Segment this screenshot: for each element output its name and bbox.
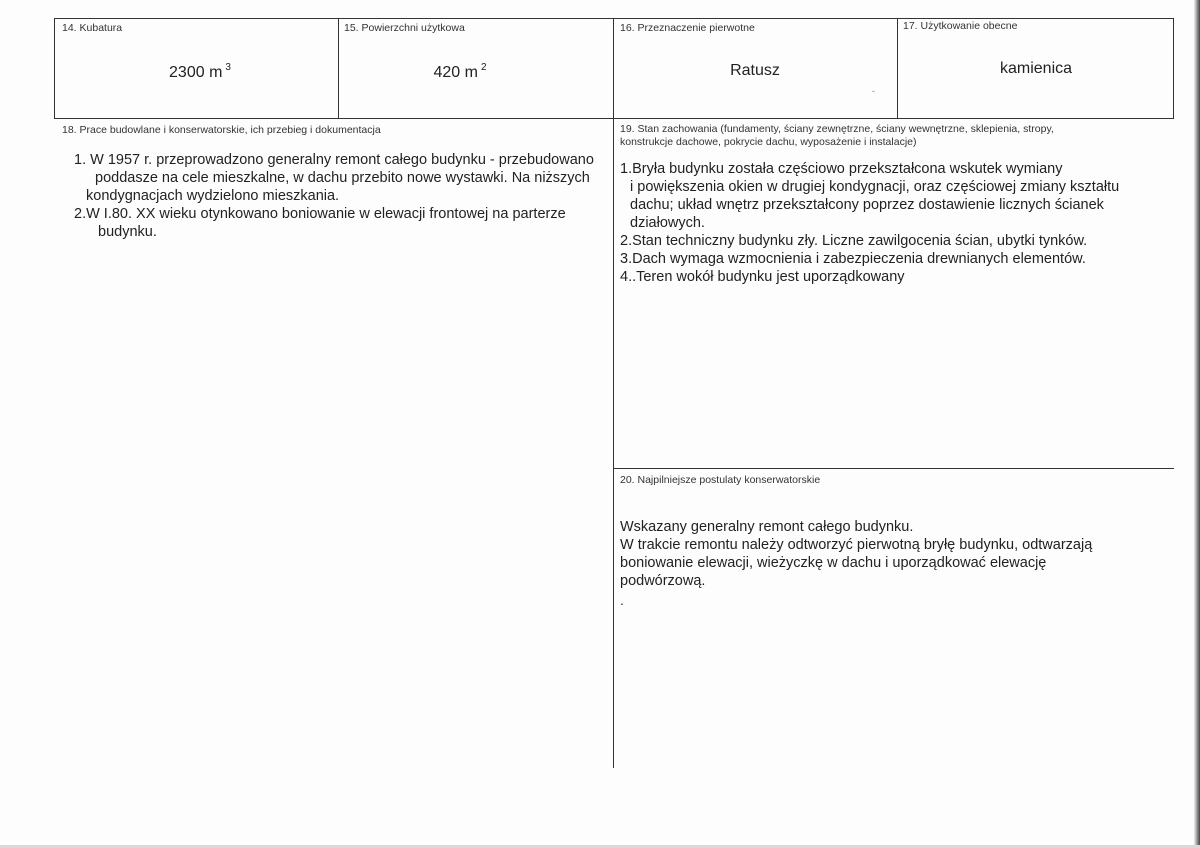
field-15-label: 15. Powierzchni użytkowa <box>344 22 465 34</box>
row1-bottom-line <box>54 118 1174 119</box>
section-19-label-line-1: 19. Stan zachowania (fundamenty, ściany zewnętrzne, ściany wewnętrzne, sklepienia, stropy, <box>620 123 1054 135</box>
section-20-line-2: W trakcie remontu należy odtworzyć pierwotną bryłę budynku, odtwarzają <box>620 537 1093 553</box>
section-19-line-1: 1.Bryła budynku została częściowo przekształcona wskutek wymiany <box>620 161 1063 177</box>
section-20-line-4: podwórzową. <box>620 573 706 589</box>
section-18-item-1-line-2: poddasze na cele mieszkalne, w dachu przebito nowe wystawki. Na niższych <box>95 170 590 186</box>
field-15-value <box>400 62 520 82</box>
scan-speck: - <box>872 86 875 96</box>
section-18-item-1-line-3: kondygnacjach wydzielono mieszkania. <box>86 188 340 204</box>
field-16-label: 16. Przeznaczenie pierwotne <box>620 22 755 34</box>
field-14-value <box>140 62 260 82</box>
section-19-label-line-2: konstrukcje dachowe, pokrycie dachu, wyposażenie i instalacje) <box>620 136 917 148</box>
left-border-line <box>54 18 55 119</box>
field-16-value: Ratusz <box>730 62 780 79</box>
section-20-line-3: boniowanie elewacji, wieżyczkę w dachu i uporządkować elewację <box>620 555 1047 571</box>
field-15-unit-exponent: 2 <box>480 62 487 73</box>
field-15-value-text: 420 m <box>433 64 478 81</box>
section-18-item-2-line-1: 2.W I.80. XX wieku otynkowano boniowanie w elewacji frontowej na parterze <box>74 206 566 222</box>
field-17-value: kamienica <box>999 60 1073 77</box>
right-border-line <box>1173 18 1174 119</box>
section-20-content <box>620 518 1170 590</box>
section-18-label: 18. Prace budowlane i konserwatorskie, ich przebieg i dokumentacja <box>62 124 381 136</box>
section20-top-line <box>613 468 1174 469</box>
section-19-line-7: 4..Teren wokół budynku jest uporządkowany <box>620 269 905 285</box>
field-14-value-text: 2300 m <box>169 64 223 81</box>
scan-edge-right <box>1194 0 1200 848</box>
section-19-line-4: działowych. <box>630 215 705 231</box>
field-17-label: 17. Użytkowanie obecne <box>903 20 1018 32</box>
section-20-line-1: Wskazany generalny remont całego budynku. <box>620 519 914 535</box>
field-14-unit-exponent: 3 <box>225 62 231 73</box>
section-20-trailing-mark: . <box>620 592 624 608</box>
section-20-label: 20. Najpilniejsze postulaty konserwatorskie <box>620 474 821 486</box>
col1-divider-line <box>338 18 339 119</box>
top-border-line <box>54 18 1174 19</box>
section-19-line-2: i powiększenia okien w drugiej kondygnacji, oraz częściowej zmiany kształtu <box>630 179 1120 195</box>
section-18-item-2-line-2: budynku. <box>98 224 157 240</box>
section-18-content <box>74 151 609 241</box>
section-19-line-5: 2.Stan techniczny budynku zły. Liczne zawilgocenia ścian, ubytki tynków. <box>620 233 1088 249</box>
field-14-label: 14. Kubatura <box>62 22 123 34</box>
section-18-item-1-line-1: 1. W 1957 r. przeprowadzono generalny remont całego budynku - przebudowano <box>74 152 594 168</box>
section-19-content <box>620 160 1170 286</box>
col3-divider-line <box>897 18 898 119</box>
section-19-line-3: dachu; układ wnętrz przekształcony poprzez dostawienie licznych ścianek <box>630 197 1104 213</box>
section-19-line-6: 3.Dach wymaga wzmocnienia i zabezpieczenia drewnianych elementów. <box>620 251 1086 267</box>
col2-divider-line <box>613 18 614 768</box>
